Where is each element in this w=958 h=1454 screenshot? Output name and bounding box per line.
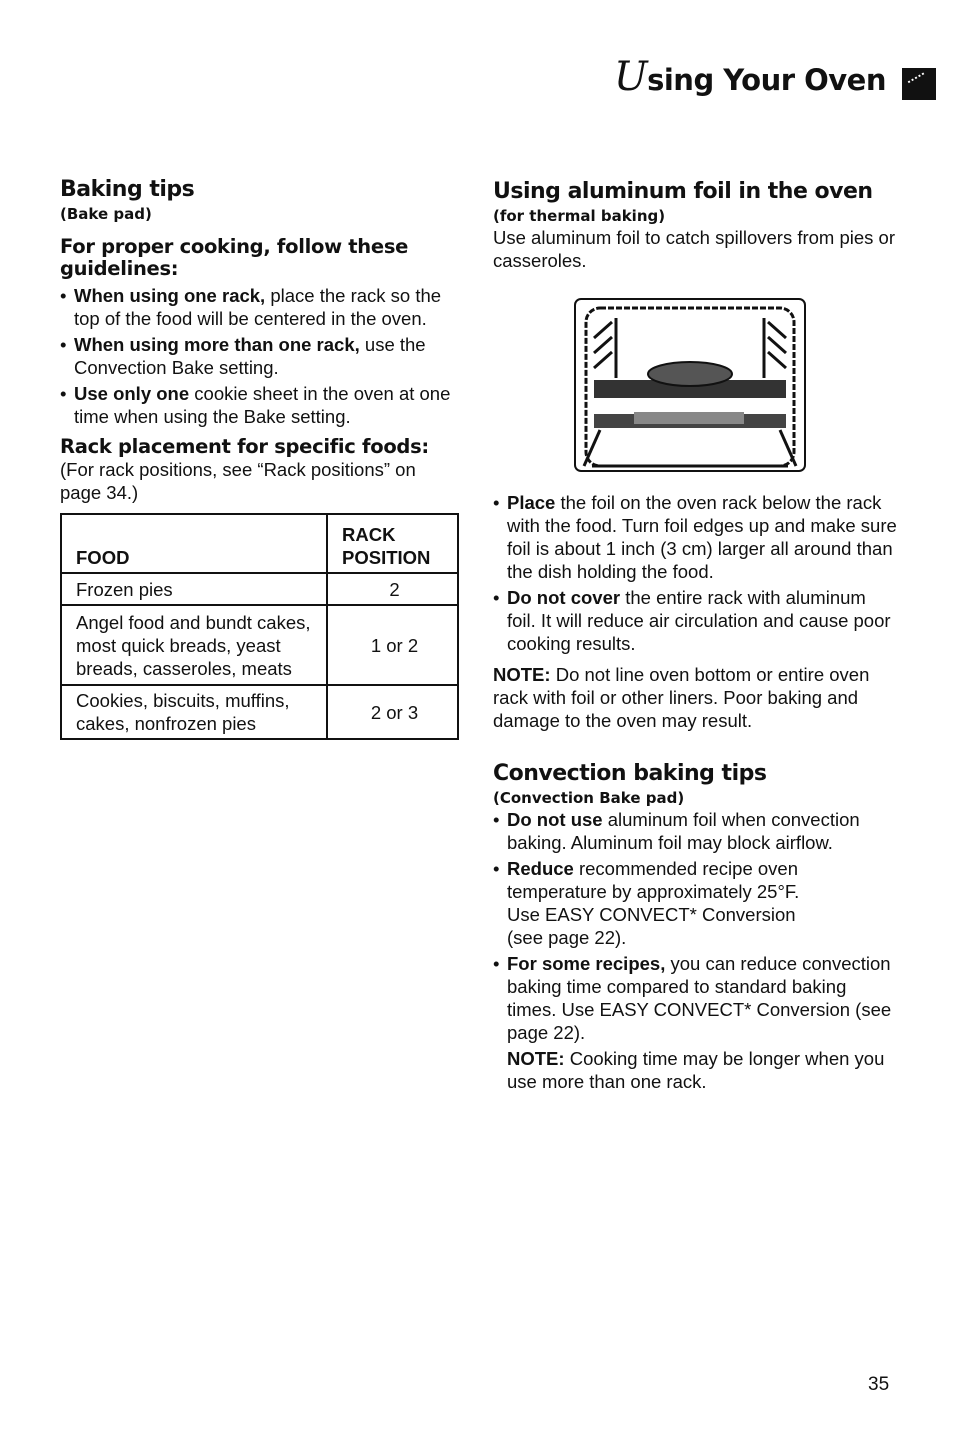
header-initial: U [613,54,648,100]
table-row: Angel food and bundt cakes, most quick breads, yeast breads, casseroles, meats 1 or 2 [61,605,458,685]
table-row: Cookies, biscuits, muffins, cakes, nonfrozen pies 2 or 3 [61,685,458,739]
list-item: • Reduce recommended recipe oven temperature by approximately 25°F. Use EASY CONVECT* Conversion (see page 22). [493,857,898,949]
list-item: • When using more than one rack, use the Convection Bake setting. [60,333,460,379]
list-item: • When using one rack, place the rack so the top of the food will be centered in the oven. [60,284,460,330]
convection-list [493,808,898,1044]
header-title: sing Your Oven [647,63,886,97]
baking-tips-subtitle: (Bake pad) [60,205,152,223]
list-item: • Place the foil on the oven rack below the rack with the food. Turn foil edges up and make sure foil is about 1 inch (3 cm) larger all around than the dish holding the food. [493,491,898,583]
page-header [613,54,886,100]
rack-note: (For rack positions, see “Rack positions” on page 34.) [60,459,416,503]
oven-foil-illustration [574,298,806,472]
header-food: FOOD [61,514,327,573]
guidelines-heading: For proper cooking, follow these guidelines: [60,235,409,280]
foil-convection-column [493,178,898,1093]
foil-list [493,491,898,655]
table-row: Frozen pies 2 [61,573,458,605]
list-item: • Do not use aluminum foil when convection baking. Aluminum foil may block airflow. [493,808,898,854]
table-header [61,514,458,573]
convection-title: Convection baking tips [493,761,767,786]
foil-subtitle: (for thermal baking) [493,207,666,225]
baking-tips-title: Baking tips [60,177,195,202]
foil-note: NOTE: Do not line oven bottom or entire oven rack with foil or other liners. Poor baking and damage to the oven may result. [493,664,870,731]
header-rack-position: RACK POSITION [327,514,458,573]
rack-table [60,513,459,740]
foil-intro: Use aluminum foil to catch spillovers from pies or casseroles. [493,227,896,271]
baking-tips-column [60,176,460,740]
convection-subtitle: (Convection Bake pad) [493,789,685,807]
foil-title: Using aluminum foil in the oven [493,179,873,204]
list-item: • Do not cover the entire rack with aluminum foil. It will reduce air circulation and cause poor cooking results. [493,586,898,655]
list-item: • For some recipes, you can reduce convection baking time compared to standard baking times. Use EASY CONVECT* Conversion (see page 22). [493,952,898,1044]
convection-note: NOTE: Cooking time may be longer when you use more than one rack. [507,1048,885,1092]
page-number: 35 [868,1374,890,1395]
list-item: • Use only one cookie sheet in the oven at one time when using the Bake setting. [60,382,460,428]
section-tab-icon [902,68,936,100]
rack-heading: Rack placement for specific foods: [60,435,429,458]
guidelines-list [60,284,460,428]
